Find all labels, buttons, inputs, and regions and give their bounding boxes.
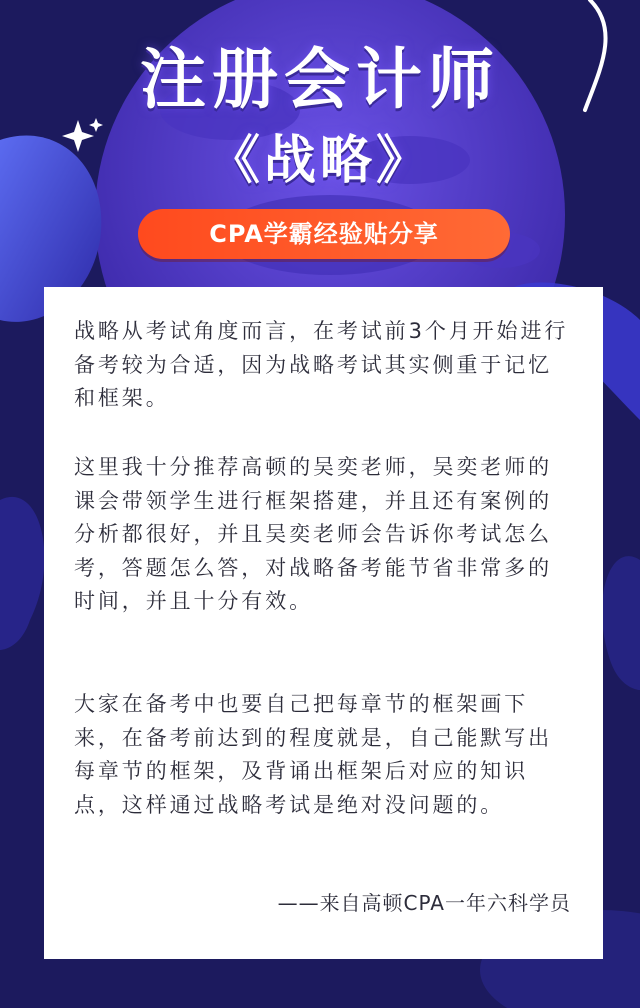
paragraph-1: 战略从考试角度而言，在考试前3个月开始进行备考较为合适，因为战略考试其实侧重于记忆和框架。	[74, 319, 569, 410]
signature: ——来自高顿CPA一年六科学员	[277, 891, 571, 915]
poster-title: 注册会计师	[140, 41, 500, 118]
poster-subtitle: 《战略》	[207, 131, 432, 191]
paragraph-2: 这里我十分推荐高顿的吴奕老师，吴奕老师的课会带领学生进行框架搭建，并且还有案例的分析都很好，并且吴奕老师会告诉你考试怎么考，答题怎么答，对战略备考能节省非常多的时间，并且十分有效。	[74, 455, 552, 613]
paragraph-3: 大家在备考中也要自己把每章节的框架画下来，在备考前达到的程度就是，自己能默写出每章节的框架，及背诵出框架后对应的知识点，这样通过战略考试是绝对没问题的。	[74, 692, 552, 817]
content-card	[44, 287, 603, 959]
share-tag-badge: CPA学霸经验贴分享	[138, 209, 510, 259]
